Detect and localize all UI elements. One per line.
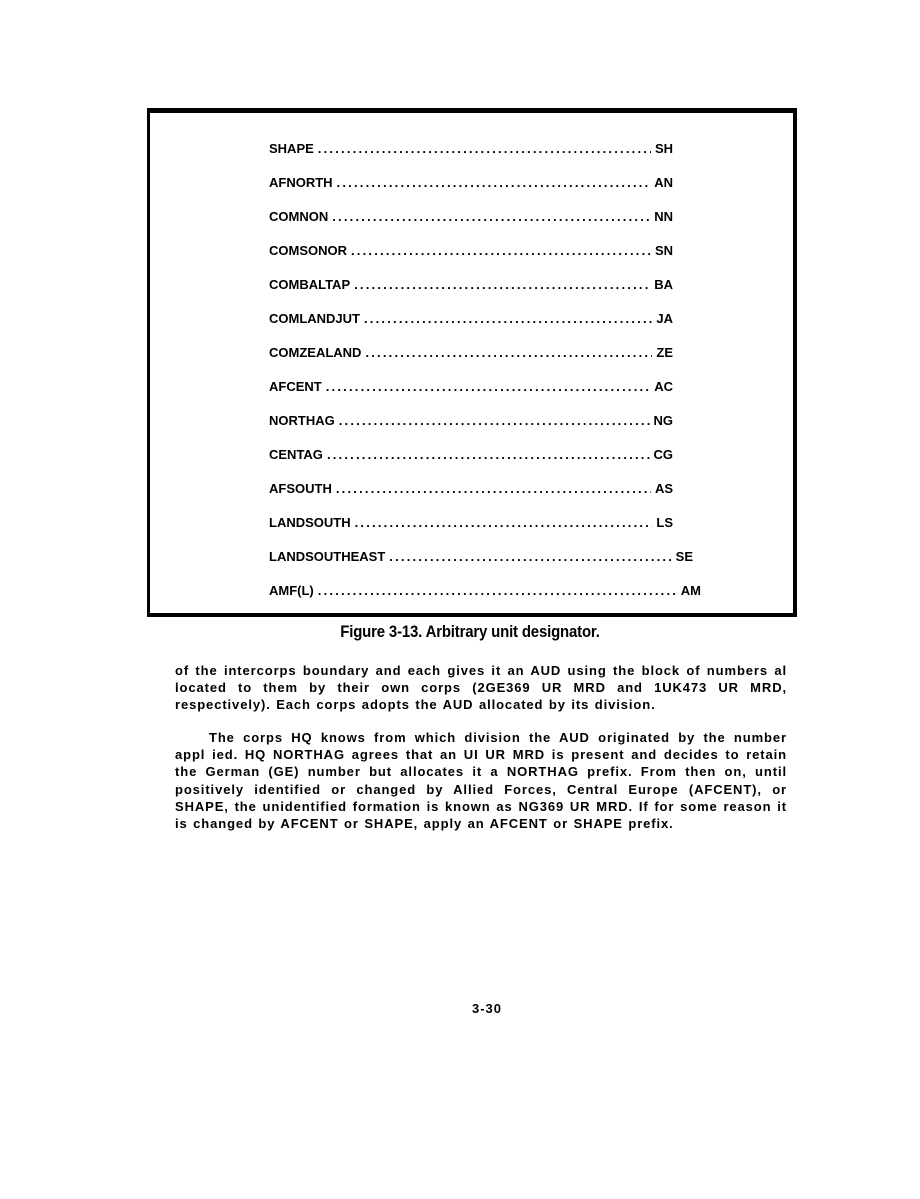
designator-row: [269, 345, 673, 360]
dot-leader: [351, 243, 651, 258]
designator-row: [269, 583, 701, 598]
dot-leader: [336, 481, 651, 496]
designator-row: [269, 141, 673, 156]
designator-code: SN: [654, 243, 673, 258]
dot-leader: [364, 311, 652, 326]
designator-code: NG: [653, 413, 673, 428]
designator-row: [269, 481, 673, 496]
designator-row: [269, 175, 673, 190]
designator-name: SHAPE: [269, 141, 314, 156]
designator-row: [269, 447, 673, 462]
dot-leader: [326, 379, 651, 394]
designator-code: SH: [654, 141, 673, 156]
designator-code: AC: [654, 379, 673, 394]
designator-code: JA: [656, 311, 673, 326]
designator-row: [269, 243, 673, 258]
designator-row: [269, 311, 673, 326]
designator-row: [269, 549, 693, 564]
designator-code: ZE: [656, 345, 673, 360]
designator-name: LANDSOUTH: [269, 515, 351, 530]
designator-code: AM: [680, 583, 701, 598]
paragraph-2: The corps HQ knows from which division the AUD originated by the number appl ied. HQ NORTHAG agrees that an UI UR MRD is present and decides to retain the German (GE) number but allocates it a NORTHAG prefix. From then on, until positively identified or changed by Allied Forces, Central Europe (AFCENT), or SHAPE, the unidentified formation is known as NG369 UR MRD. If for some reason it is changed by AFCENT or SHAPE, apply an AFCENT or SHAPE prefix.: [175, 730, 787, 832]
designator-name: NORTHAG: [269, 413, 335, 428]
designator-name: COMNON: [269, 209, 329, 224]
designator-code: CG: [653, 447, 673, 462]
designator-name: CENTAG: [269, 447, 323, 462]
designator-code: AS: [654, 481, 673, 496]
designator-code: BA: [654, 277, 673, 292]
figure-caption: Figure 3-13. Arbitrary unit designator.: [340, 622, 600, 641]
designator-name: AFSOUTH: [269, 481, 332, 496]
paragraph-1: of the intercorps boundary and each gives it an AUD using the block of numbers al located to them by their own corps (2GE369 UR MRD and 1UK473 UR MRD, respectively). Each corps adopts the AUD allocated by its division.: [175, 663, 787, 713]
dot-leader: [332, 209, 650, 224]
dot-leader: [337, 175, 651, 190]
designator-name: AFCENT: [269, 379, 322, 394]
designator-name: AFNORTH: [269, 175, 333, 190]
designator-name: LANDSOUTHEAST: [269, 549, 386, 564]
designator-code: NN: [654, 209, 673, 224]
dot-leader: [318, 583, 677, 598]
dot-leader: [327, 447, 650, 462]
designator-name: COMZEALAND: [269, 345, 362, 360]
designator-row: [269, 413, 673, 428]
designator-row: [269, 515, 673, 530]
designator-name: AMF(L): [269, 583, 314, 598]
dot-leader: [355, 515, 653, 530]
designator-list: [150, 113, 793, 613]
designator-code: SE: [675, 549, 693, 564]
dot-leader: [339, 413, 650, 428]
page-number: 3-30: [471, 1001, 503, 1016]
designator-name: COMLANDJUT: [269, 311, 360, 326]
designator-code: LS: [656, 515, 673, 530]
dot-leader: [365, 345, 652, 360]
designator-name: COMSONOR: [269, 243, 347, 258]
designator-code: AN: [654, 175, 673, 190]
designator-name: COMBALTAP: [269, 277, 351, 292]
designator-row: [269, 277, 673, 292]
figure-frame: [147, 108, 797, 617]
designator-row: [269, 209, 673, 224]
dot-leader: [389, 549, 671, 564]
dot-leader: [354, 277, 650, 292]
designator-row: [269, 379, 673, 394]
dot-leader: [318, 141, 651, 156]
